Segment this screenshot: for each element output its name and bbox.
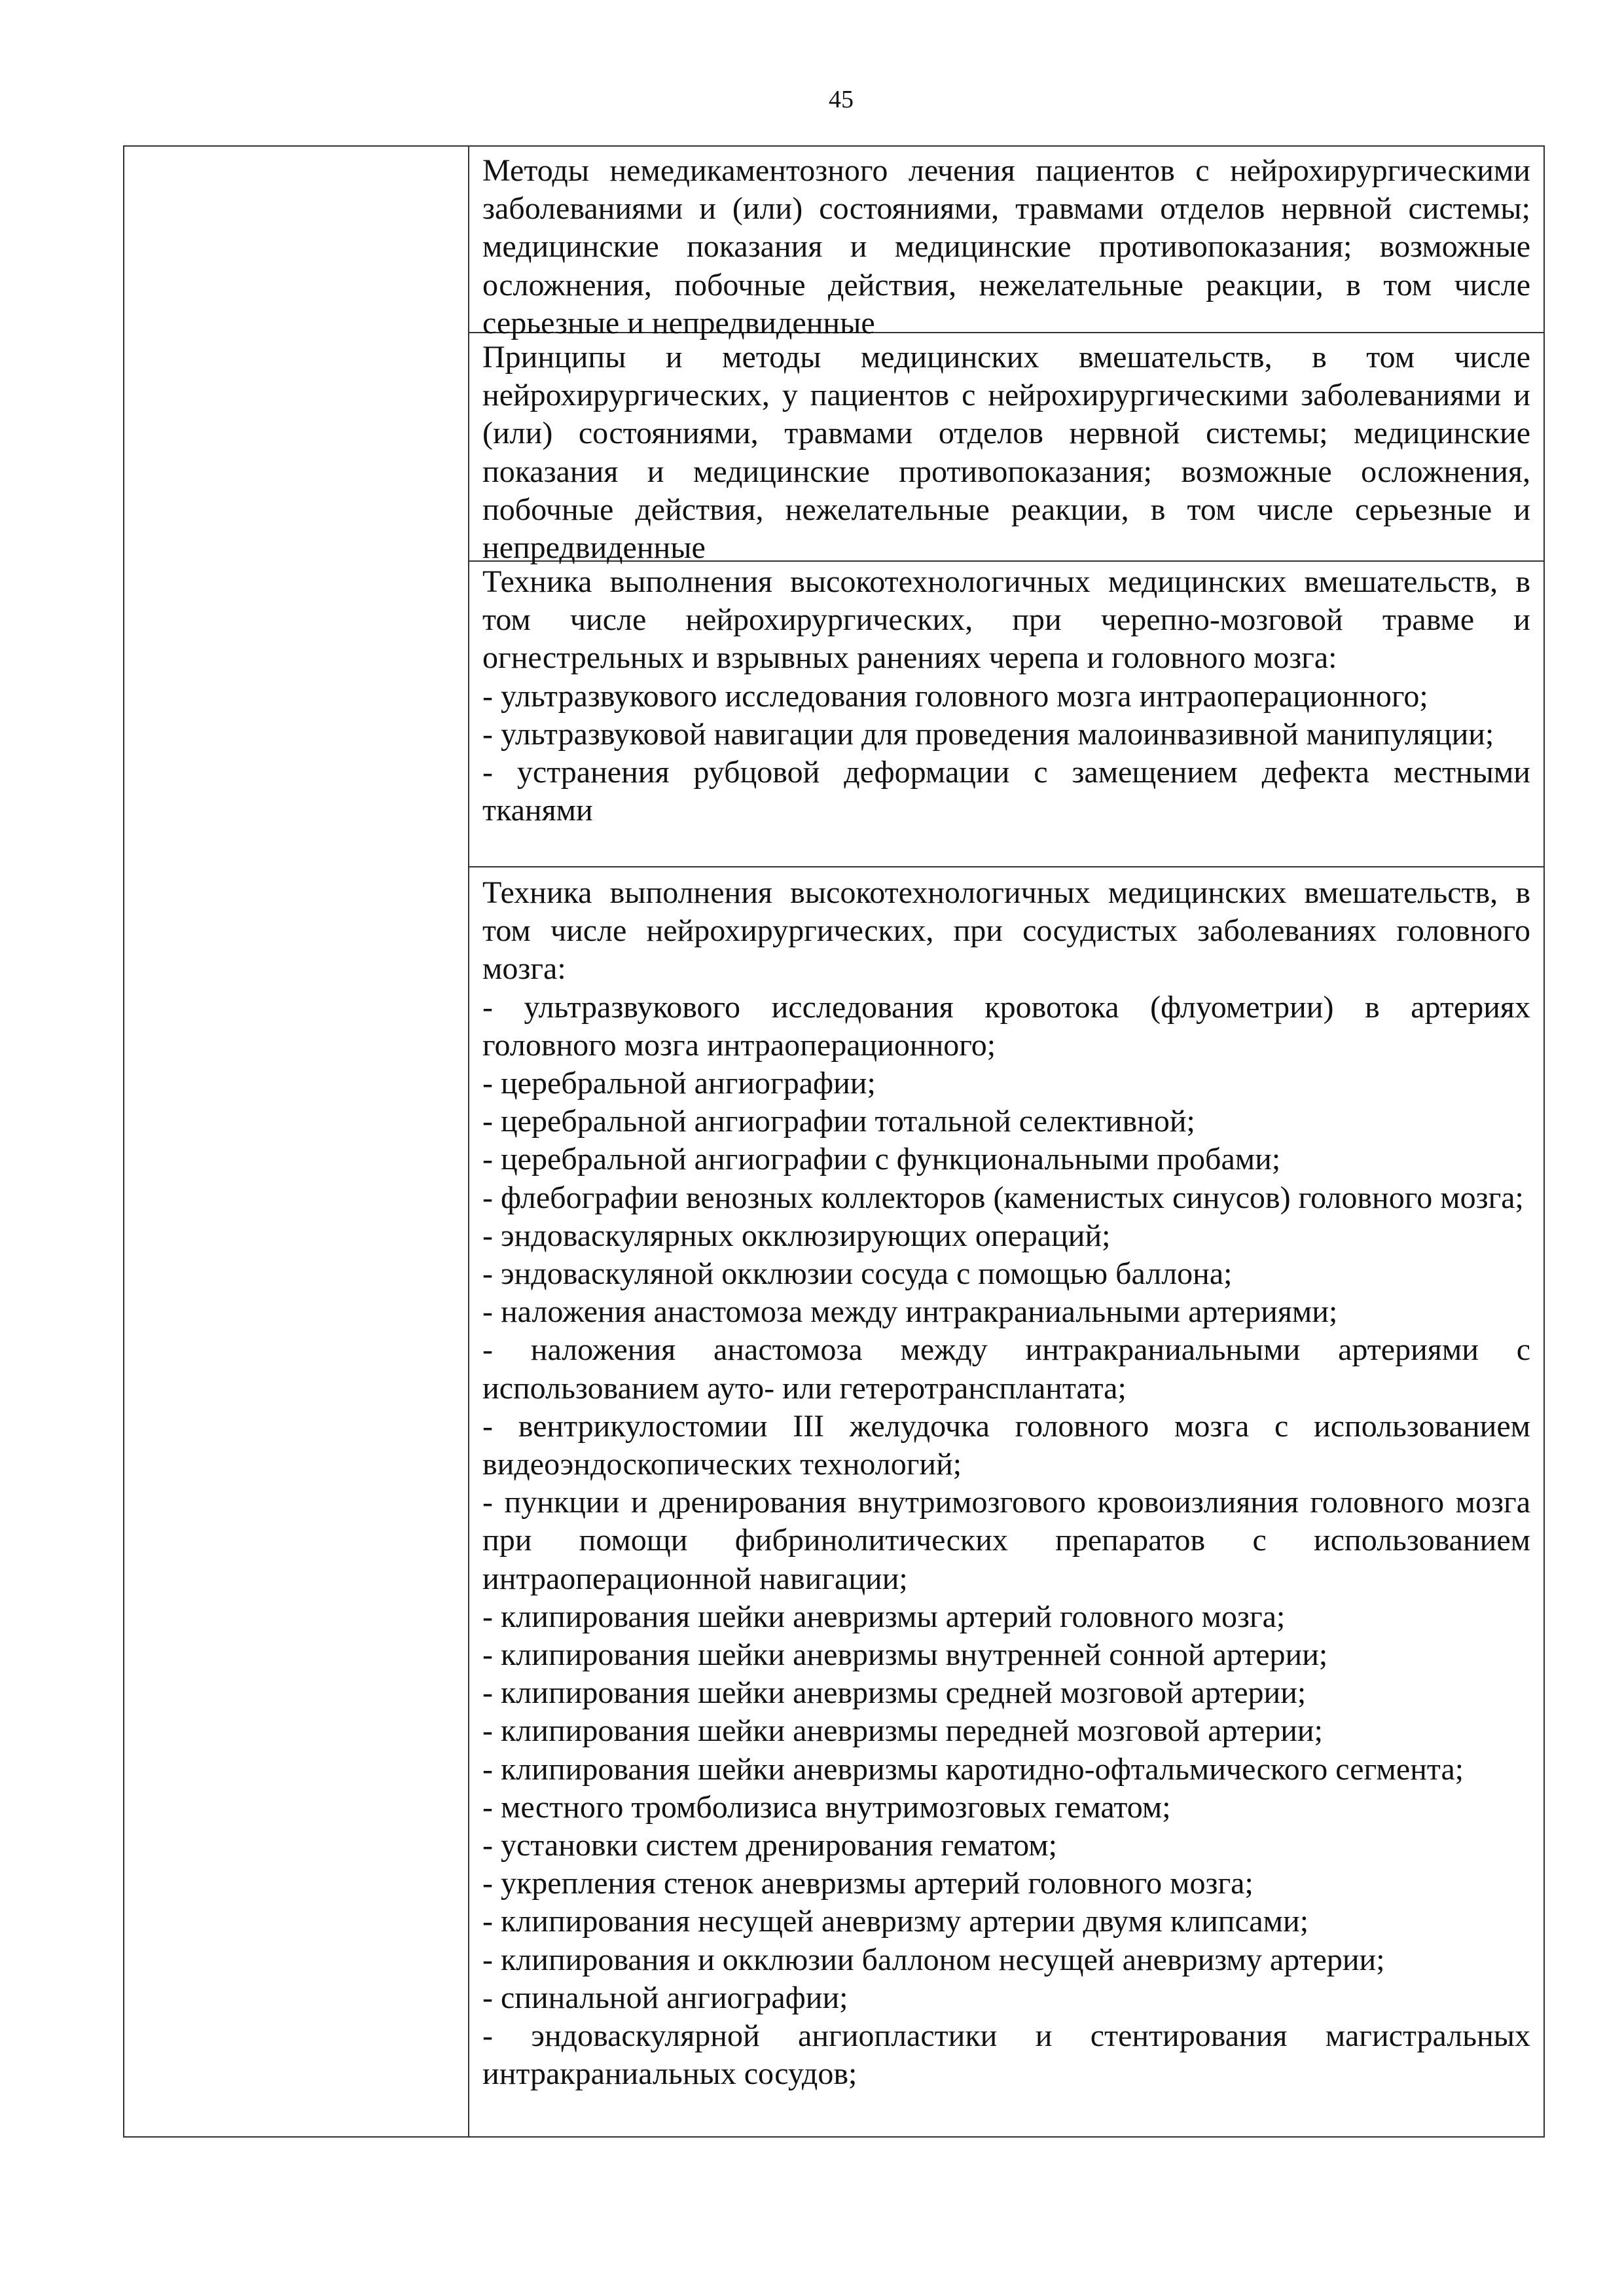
table-cell xyxy=(469,147,1543,340)
list-item: - эндоваскулярных окклюзирующих операций; xyxy=(482,1218,1111,1253)
table-left-column xyxy=(124,147,469,2136)
list-item: - клипирования шейки аневризмы средней мозговой артерии; xyxy=(482,1675,1307,1711)
list-item: - наложения анастомоза между интракраниальными артериями с использованием ауто- или гетеротрансплантата; xyxy=(482,1332,1530,1406)
list-item: - вентрикулостомии III желудочка головного мозга с использованием видеоэндоскопических технологий; xyxy=(482,1408,1530,1482)
list-item: - ультразвукового исследования головного мозга интраоперационного; xyxy=(482,678,1428,714)
list-item: - клипирования шейки аневризмы передней мозговой артерии; xyxy=(482,1713,1323,1749)
list-item: - спинальной ангиографии; xyxy=(482,1980,848,2015)
list-item: - эндоваскуляной окклюзии сосуда с помощью баллона; xyxy=(482,1256,1233,1292)
cell-paragraph: Принципы и методы медицинских вмешательств, в том числе нейрохирургических, у пациентов с нейрохирургическими заболеваниями и (или) состояниями, травмами отделов нервной системы; медицинские показания и медицинские противопоказания; возможные осложнения, побочные действия, нежелательные реакции, в том числе серьезные и непредвиденные xyxy=(482,340,1530,566)
page-number: 45 xyxy=(829,86,854,113)
list-item: - наложения анастомоза между интракраниальными артериями; xyxy=(482,1294,1338,1330)
document-table xyxy=(123,145,1545,2138)
list-item: - флебографии венозных коллекторов (каменистых синусов) головного мозга; xyxy=(482,1180,1524,1215)
list-item: - клипирования несущей аневризму артерии двумя клипсами; xyxy=(482,1904,1309,1939)
list-item: - клипирования и окклюзии баллоном несущей аневризму артерии; xyxy=(482,1942,1385,1977)
list-item: - ультразвуковой навигации для проведения малоинвазивной манипуляции; xyxy=(482,716,1494,752)
list-item: - клипирования шейки аневризмы артерий головного мозга; xyxy=(482,1599,1286,1634)
cell-paragraph: Техника выполнения высокотехнологичных медицинских вмешательств, в том числе нейрохирургических, при черепно-мозговой травме и огнестрельных и взрывных ранениях черепа и головного мозга: xyxy=(482,564,1530,676)
cell-paragraph: Методы немедикаментозного лечения пациентов с нейрохирургическими заболеваниями и (или) состояниями, травмами отделов нервной системы; медицинские показания и медицинские противопоказания; возможные осложнения, побочные действия, нежелательные реакции, в том числе серьезные и непредвиденные xyxy=(482,153,1530,340)
list-item: - клипирования шейки аневризмы каротидно-офтальмического сегмента; xyxy=(482,1751,1464,1787)
list-item: - церебральной ангиографии; xyxy=(482,1066,876,1101)
list-item: - местного тромболизиса внутримозговых гематом; xyxy=(482,1789,1171,1825)
list-item: - установки систем дренирования гематом; xyxy=(482,1828,1057,1863)
table-right-column xyxy=(469,147,1543,2136)
list-item: - укрепления стенок аневризмы артерий головного мозга; xyxy=(482,1866,1254,1901)
table-cell xyxy=(469,867,1543,2094)
list-item: - клипирования шейки аневризмы внутренней сонной артерии; xyxy=(482,1637,1328,1673)
list-item: - церебральной ангиографии тотальной селективной; xyxy=(482,1104,1195,1139)
list-item: - церебральной ангиографии с функциональными пробами; xyxy=(482,1142,1281,1177)
list-item: - устранения рубцовой деформации с замещением дефекта местными тканями xyxy=(482,755,1530,828)
list-item: - ультразвукового исследования кровотока (флуометрии) в артериях головного мозга интраоперационного; xyxy=(482,989,1530,1063)
list-item: - пункции и дренирования внутримозгового кровоизлияния головного мозга при помощи фибринолитических препаратов с использованием интраоперационной навигации; xyxy=(482,1485,1530,1596)
list-item: - эндоваскулярной ангиопластики и стентирования магистральных интракраниальных сосудов; xyxy=(482,2018,1530,2092)
table-cell xyxy=(469,333,1543,566)
cell-paragraph: Техника выполнения высокотехнологичных медицинских вмешательств, в том числе нейрохирургических, при сосудистых заболеваниях головного мозга: xyxy=(482,875,1530,987)
table-cell xyxy=(469,562,1543,867)
